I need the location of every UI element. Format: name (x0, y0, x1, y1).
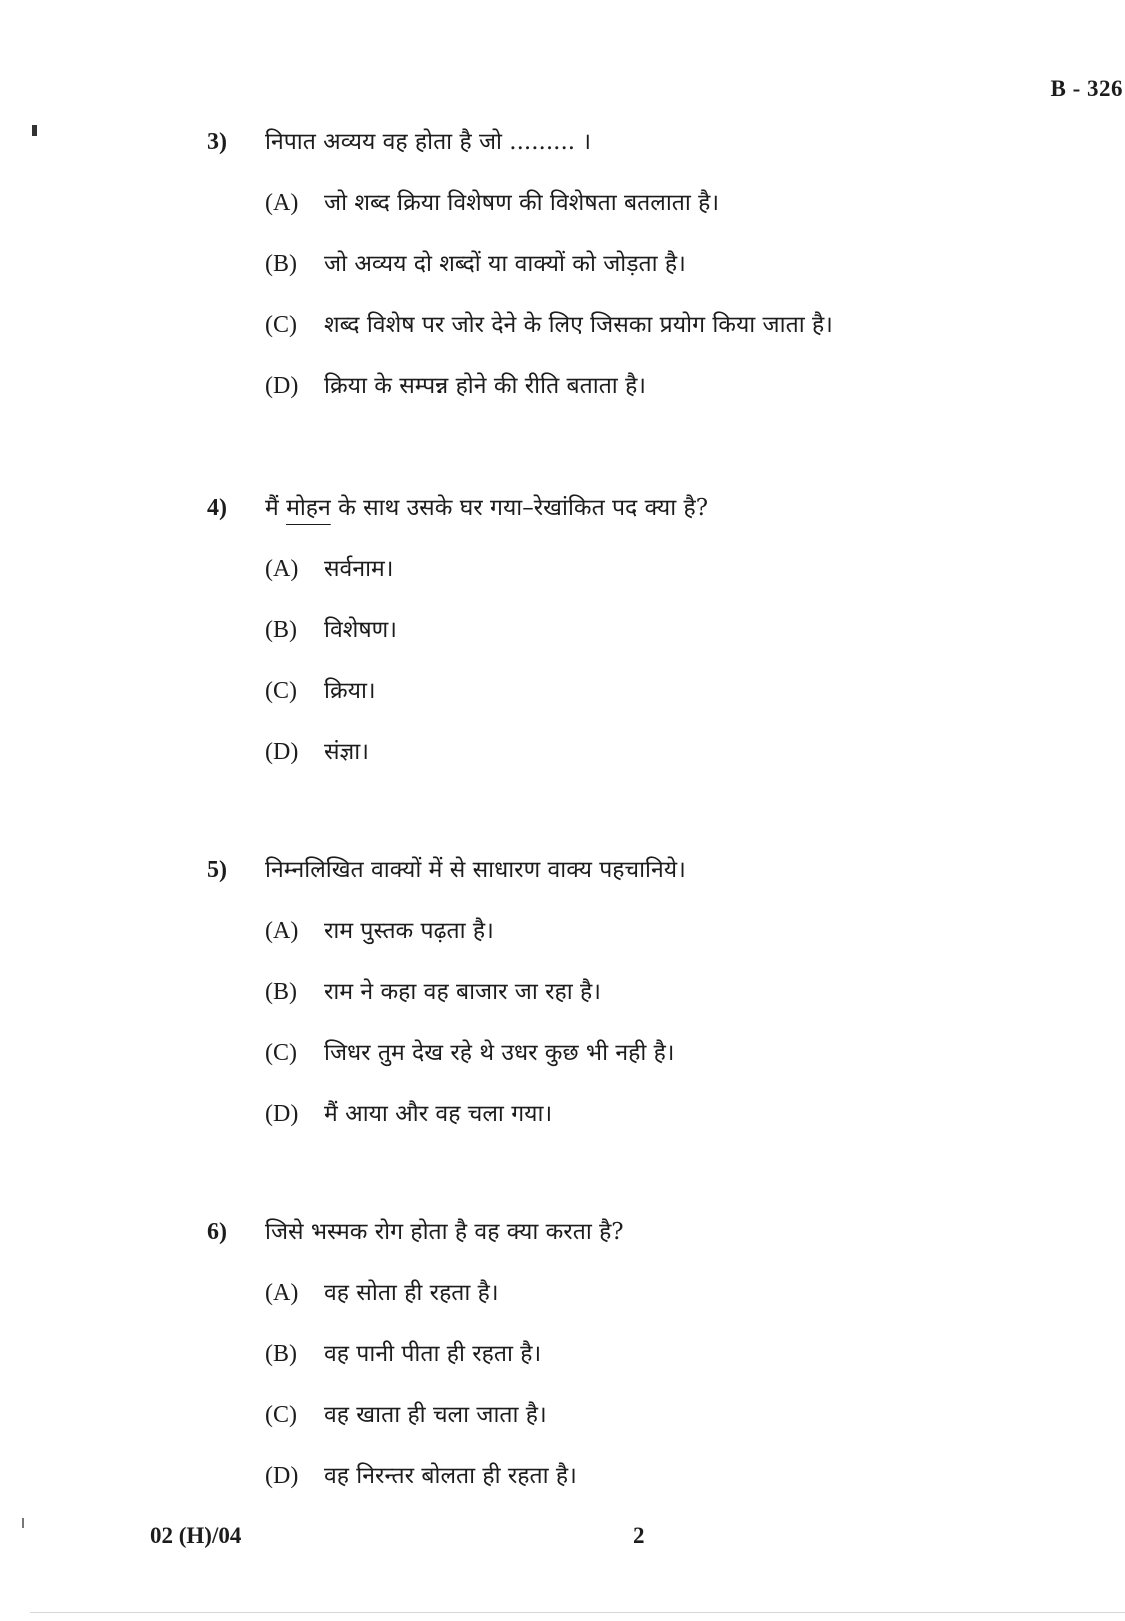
option-d (265, 368, 833, 404)
option-text: राम पुस्तक पढ़ता है। (324, 918, 494, 944)
option-b (265, 612, 708, 648)
option-label: (D) (265, 739, 299, 765)
option-text: जो अव्यय दो शब्दों या वाक्यों को जोड़ता है। (324, 251, 686, 277)
option-c (265, 307, 833, 343)
option-label: (A) (265, 1280, 299, 1306)
option-d (265, 1096, 686, 1132)
option-text: वह पानी पीता ही रहता है। (324, 1341, 542, 1367)
option-text: संज्ञा। (324, 739, 369, 765)
option-text: वह निरन्तर बोलता ही रहता है। (324, 1463, 577, 1489)
paper-series-code: B - 326 (1050, 76, 1123, 101)
option-a (265, 1275, 624, 1311)
option-text: जो शब्द क्रिया विशेषण की विशेषता बतलाता है। (324, 190, 720, 216)
option-text: राम ने कहा वह बाजार जा रहा है। (324, 979, 601, 1005)
option-label: (B) (265, 251, 297, 277)
underlined-word: मोहन (286, 495, 331, 521)
question-number: 4) (207, 495, 227, 521)
question-text: निम्नलिखित वाक्यों में से साधारण वाक्य पहचानिये। (265, 857, 686, 883)
option-label: (A) (265, 190, 299, 216)
question-text: निपात अव्यय वह होता है जो ......... । (265, 129, 592, 155)
page-number: 2 (633, 1523, 645, 1548)
option-a (265, 551, 708, 587)
scan-mark (32, 125, 37, 136)
option-text: विशेषण। (324, 617, 398, 643)
option-c (265, 673, 708, 709)
option-text: मैं आया और वह चला गया। (324, 1101, 553, 1127)
option-label: (D) (265, 1463, 299, 1489)
option-label: (A) (265, 918, 299, 944)
question-text: जिसे भस्मक रोग होता है वह क्या करता है? (265, 1219, 624, 1245)
option-text: क्रिया। (324, 678, 376, 704)
question-4 (207, 490, 708, 770)
question-text-part: मैं (265, 495, 287, 521)
option-d (265, 1458, 624, 1494)
option-a (265, 185, 833, 221)
option-label: (B) (265, 617, 297, 643)
option-text: वह खाता ही चला जाता है। (324, 1402, 547, 1428)
option-label: (C) (265, 678, 297, 704)
question-number: 5) (207, 857, 227, 883)
question-text (265, 490, 708, 522)
question-6 (207, 1214, 624, 1494)
option-text: क्रिया के सम्पन्न होने की रीति बताता है। (324, 373, 647, 399)
option-label: (B) (265, 979, 297, 1005)
option-a (265, 913, 686, 949)
question-3 (207, 124, 833, 404)
option-label: (B) (265, 1341, 297, 1367)
option-d (265, 734, 708, 770)
option-c (265, 1035, 686, 1071)
footer-paper-code: 02 (H)/04 (150, 1523, 242, 1548)
option-label: (D) (265, 1101, 299, 1127)
question-number: 3) (207, 129, 227, 155)
page-edge-line (30, 1612, 1125, 1613)
option-text: शब्द विशेष पर जोर देने के लिए जिसका प्रयोग किया जाता है। (324, 312, 833, 338)
option-b (265, 974, 686, 1010)
question-number: 6) (207, 1219, 227, 1245)
option-c (265, 1397, 624, 1433)
scan-mark (22, 1518, 24, 1528)
option-label: (C) (265, 1040, 297, 1066)
option-label: (A) (265, 556, 299, 582)
option-label: (C) (265, 1402, 297, 1428)
option-text: वह सोता ही रहता है। (324, 1280, 499, 1306)
question-text-part: के साथ उसके घर गया–रेखांकित पद क्या है? (330, 495, 709, 521)
option-b (265, 246, 833, 282)
option-text: सर्वनाम। (324, 556, 394, 582)
option-label: (D) (265, 373, 299, 399)
option-label: (C) (265, 312, 297, 338)
option-b (265, 1336, 624, 1372)
option-text: जिधर तुम देख रहे थे उधर कुछ भी नही है। (324, 1040, 675, 1066)
question-5 (207, 852, 686, 1132)
